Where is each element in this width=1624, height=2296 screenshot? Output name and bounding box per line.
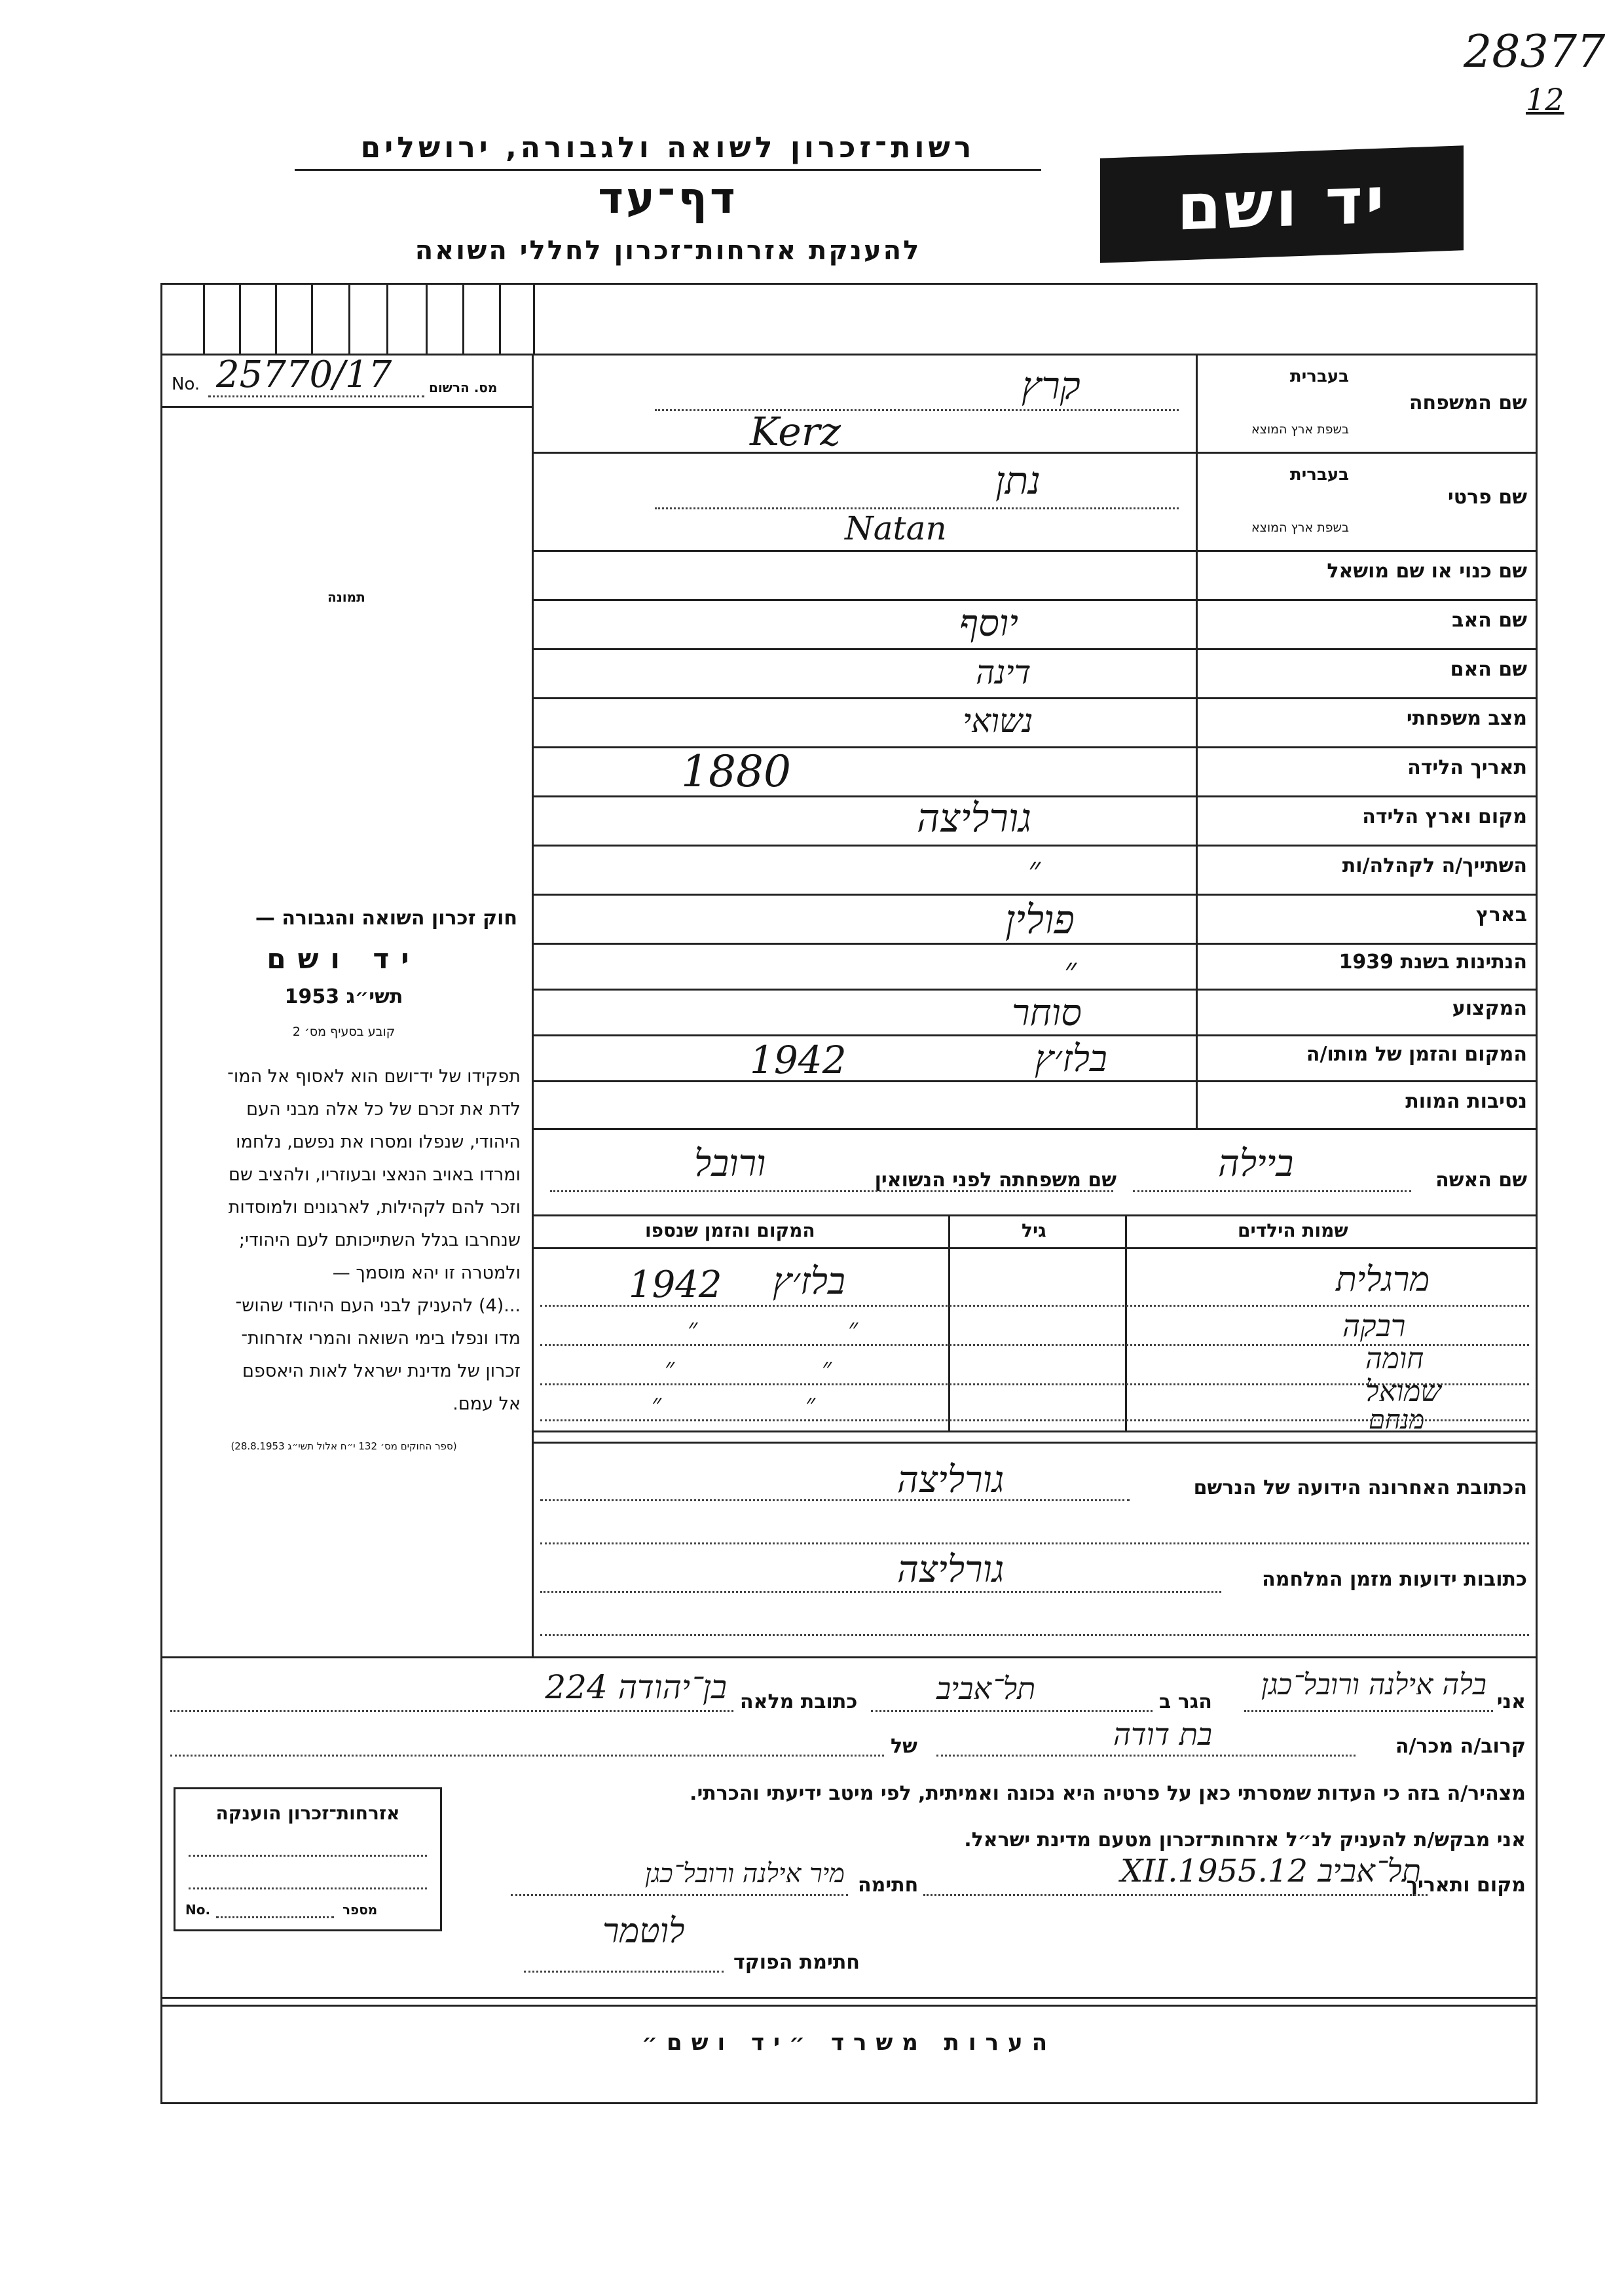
law-line: ...(4) להעניק לבני העם היהודי שהוש־ <box>235 1296 521 1316</box>
law-line: מדו ונפלו בימי השואה והמרי אזרחות־ <box>241 1328 521 1349</box>
father-name-label: שם האב <box>1452 609 1527 632</box>
profession-label: המקצוע <box>1452 997 1527 1020</box>
nationality-1939-label: הנתינות בשנת 1939 <box>1338 951 1527 974</box>
child-name: חומה <box>1365 1342 1424 1376</box>
marital-status-value: נשואי <box>963 702 1033 740</box>
child-name: שמואל <box>1365 1375 1441 1408</box>
officer-signature: לוטמר <box>602 1912 685 1951</box>
child-death-place: ״ <box>822 1353 832 1383</box>
law-text <box>167 1061 521 1290</box>
father-name-value: יוסף <box>959 602 1018 645</box>
child-death-place: ״ <box>848 1313 858 1343</box>
child-name: מנחם <box>1369 1405 1425 1435</box>
war-addresses-label: כתובות ידועות מזמן המלחמה <box>1262 1568 1527 1591</box>
country-label: בארץ <box>1475 903 1527 926</box>
signature-label: חתימה <box>858 1874 919 1897</box>
law-line: ולמטרה זו יהא מוסמך — <box>332 1263 521 1283</box>
child-death-year: ״ <box>652 1389 662 1419</box>
community-value: ״ <box>1028 850 1041 888</box>
form-title: דף־עד <box>598 173 738 223</box>
photo-label: תמונה <box>327 589 365 605</box>
law-line: ומרדו באויב הנאצי ובעוזריו, ולהציב שם <box>228 1165 521 1185</box>
mother-name-value: דינה <box>976 653 1031 691</box>
children-age-header: גיל <box>1022 1220 1046 1241</box>
full-address-label: כתובת מלאה <box>740 1690 858 1713</box>
child-name: מרגלית <box>1336 1260 1430 1300</box>
birth-place-value: גורליצה <box>917 795 1032 841</box>
country-value: פולין <box>1005 897 1075 943</box>
last-address-label: הכתובת האחרונה הידועה של הנרשם <box>1193 1476 1527 1499</box>
first-name-hebrew-sublabel: בעברית <box>1289 465 1349 484</box>
death-year-value: 1942 <box>750 1038 847 1082</box>
law-line: זכרון של מדינת ישראל לאות היאספם <box>242 1361 521 1381</box>
archive-number: 28377 <box>1464 26 1606 78</box>
child-death-place: ״ <box>805 1389 816 1419</box>
child-death-year: ״ <box>688 1313 698 1343</box>
family-name-hebrew-value: קרץ <box>1022 363 1080 408</box>
declarant-city: תל־אביב <box>936 1671 1036 1706</box>
death-circumstances-label: נסיבות המוות <box>1405 1090 1527 1113</box>
law-citation: (ספר החוקים מס׳ 132 י״ח אלול תשי״ג 28.8.1953) <box>231 1440 457 1452</box>
children-names-header: שמות הילדים <box>1238 1220 1348 1241</box>
officer-signature-label: חתימת הפוקד <box>733 1951 860 1974</box>
birth-place-label: מקום וארץ הלידה <box>1362 805 1527 828</box>
death-place-value: בלז׳ץ <box>1035 1038 1107 1080</box>
logo-text: יד ושם <box>1177 163 1387 246</box>
form-subtitle: להענקת אזרחות־זכרון לחללי השואה <box>415 236 921 266</box>
family-name-hebrew-sublabel: בעברית <box>1289 367 1349 386</box>
law-title: חוק זכרון השואה והגבורה — <box>255 907 517 930</box>
first-name-hebrew-value: נתן <box>995 458 1041 503</box>
stamp-number-label: מספר <box>342 1902 378 1918</box>
family-name-origin-sublabel: בשפת ארץ המוצא <box>1251 422 1349 437</box>
law-line: אל עמם. <box>452 1394 521 1414</box>
declarant-ani-label: אני <box>1496 1690 1526 1713</box>
place-date-label: מקום ותאריך <box>1406 1874 1526 1897</box>
law-section: קובע בסעיף מס׳ 2 <box>292 1025 396 1039</box>
family-name-label: שם המשפחה <box>1409 392 1527 414</box>
family-name-origin-value: Kerz <box>750 409 841 455</box>
wife-maiden-name-label: שם משפחתה לפני הנשואין <box>874 1169 1116 1192</box>
relation-label: קרוב/ה מכר/ה <box>1395 1735 1526 1758</box>
children-death-header: המקום והזמן שנספו <box>645 1220 815 1241</box>
law-year: תשי״ג 1953 <box>284 985 403 1008</box>
child-death-year: 1942 <box>629 1264 722 1306</box>
archive-sub-mark: 12 <box>1526 82 1564 117</box>
registration-number: 25770/17 <box>216 354 392 396</box>
child-death-year: ״ <box>665 1353 675 1383</box>
wife-name-value: ביילה <box>1218 1142 1294 1185</box>
declarant-signature: מיר אילנה ורובל־כגן <box>644 1859 845 1889</box>
marital-status-label: מצב משפחתי <box>1406 707 1527 730</box>
wife-name-label: שם האשה <box>1435 1169 1527 1192</box>
profession-value: סוחר <box>1012 992 1082 1034</box>
birth-date-label: תאריך הלידה <box>1407 756 1527 779</box>
first-name-origin-sublabel: בשפת ארץ המוצא <box>1251 520 1349 535</box>
law-line: היהודי, שנפלו ומסרו את נפשם, נלחמו <box>236 1132 521 1152</box>
declarant-address: בן־יהודה 224 <box>545 1668 727 1706</box>
memorial-citizenship-stamp <box>174 1787 442 1931</box>
child-death-place: בלז׳ץ <box>773 1260 845 1303</box>
law-line: וזכר להם לקהילות, לארגונים ולמוסדות <box>228 1197 521 1218</box>
law-name: יד ושם <box>267 943 421 975</box>
stamp-title: אזרחות־זכרון הוענקה <box>215 1802 400 1824</box>
declarant-name: בלה אילנה ורובל־כגן <box>1261 1668 1486 1702</box>
resides-label: הגר ב <box>1159 1690 1212 1713</box>
community-label: השתייך/ה לקהלה/ות <box>1342 854 1527 877</box>
yad-vashem-logo <box>1100 145 1464 263</box>
relation-value: בת דודה <box>1113 1717 1213 1752</box>
place-date-value: תל־אביב 12.XII.1955 <box>1120 1853 1421 1889</box>
first-name-origin-value: Natan <box>845 509 947 547</box>
first-name-label: שם פרטי <box>1447 486 1527 509</box>
of-label: של <box>891 1735 917 1758</box>
law-line: שנחרבו בגלל השתייכותם לעם היהודי; <box>238 1230 521 1250</box>
registration-label: מס. הרשום <box>429 380 498 395</box>
authority-heading: רשות־זכרון לשואה ולגבורה, ירושלים <box>360 131 976 164</box>
law-line: תפקידו של יד־ושם הוא לאסוף אל המו־ <box>227 1066 521 1087</box>
registration-no-label: No. <box>172 374 200 394</box>
declaration-text: מצהיר/ה בזה כי העדות שמסרתי כאן על פרטיה היא נכונה ואמיתית, לפי מיטב ידיעתי והכרתי. <box>690 1782 1526 1805</box>
war-addresses-value: גורליצה <box>897 1548 1005 1591</box>
child-name: רבקה <box>1342 1308 1406 1343</box>
request-text: אני מבקש/ת להעניק לנ״ל אזרחות־זכרון מטעם מדינת ישראל. <box>964 1829 1526 1851</box>
stamp-no-label: No. <box>185 1902 211 1918</box>
law-line: לדת את זכרם של כל אלה מבני העם <box>246 1099 521 1120</box>
last-address-value: גורליצה <box>897 1459 1005 1501</box>
death-place-time-label: המקום והזמן של מותו/ה <box>1306 1043 1527 1066</box>
office-notes-heading: הערות משרד ״יד ושם״ <box>641 2030 1057 2056</box>
mother-name-label: שם האם <box>1450 658 1527 681</box>
wife-maiden-name-value: ורובל <box>694 1142 766 1185</box>
nickname-label: שם כנוי או שם מושאל <box>1327 560 1527 583</box>
nationality-1939-value: ״ <box>1064 951 1077 989</box>
birth-date-value: 1880 <box>681 746 791 797</box>
law-text-clause-4 <box>167 1290 521 1421</box>
